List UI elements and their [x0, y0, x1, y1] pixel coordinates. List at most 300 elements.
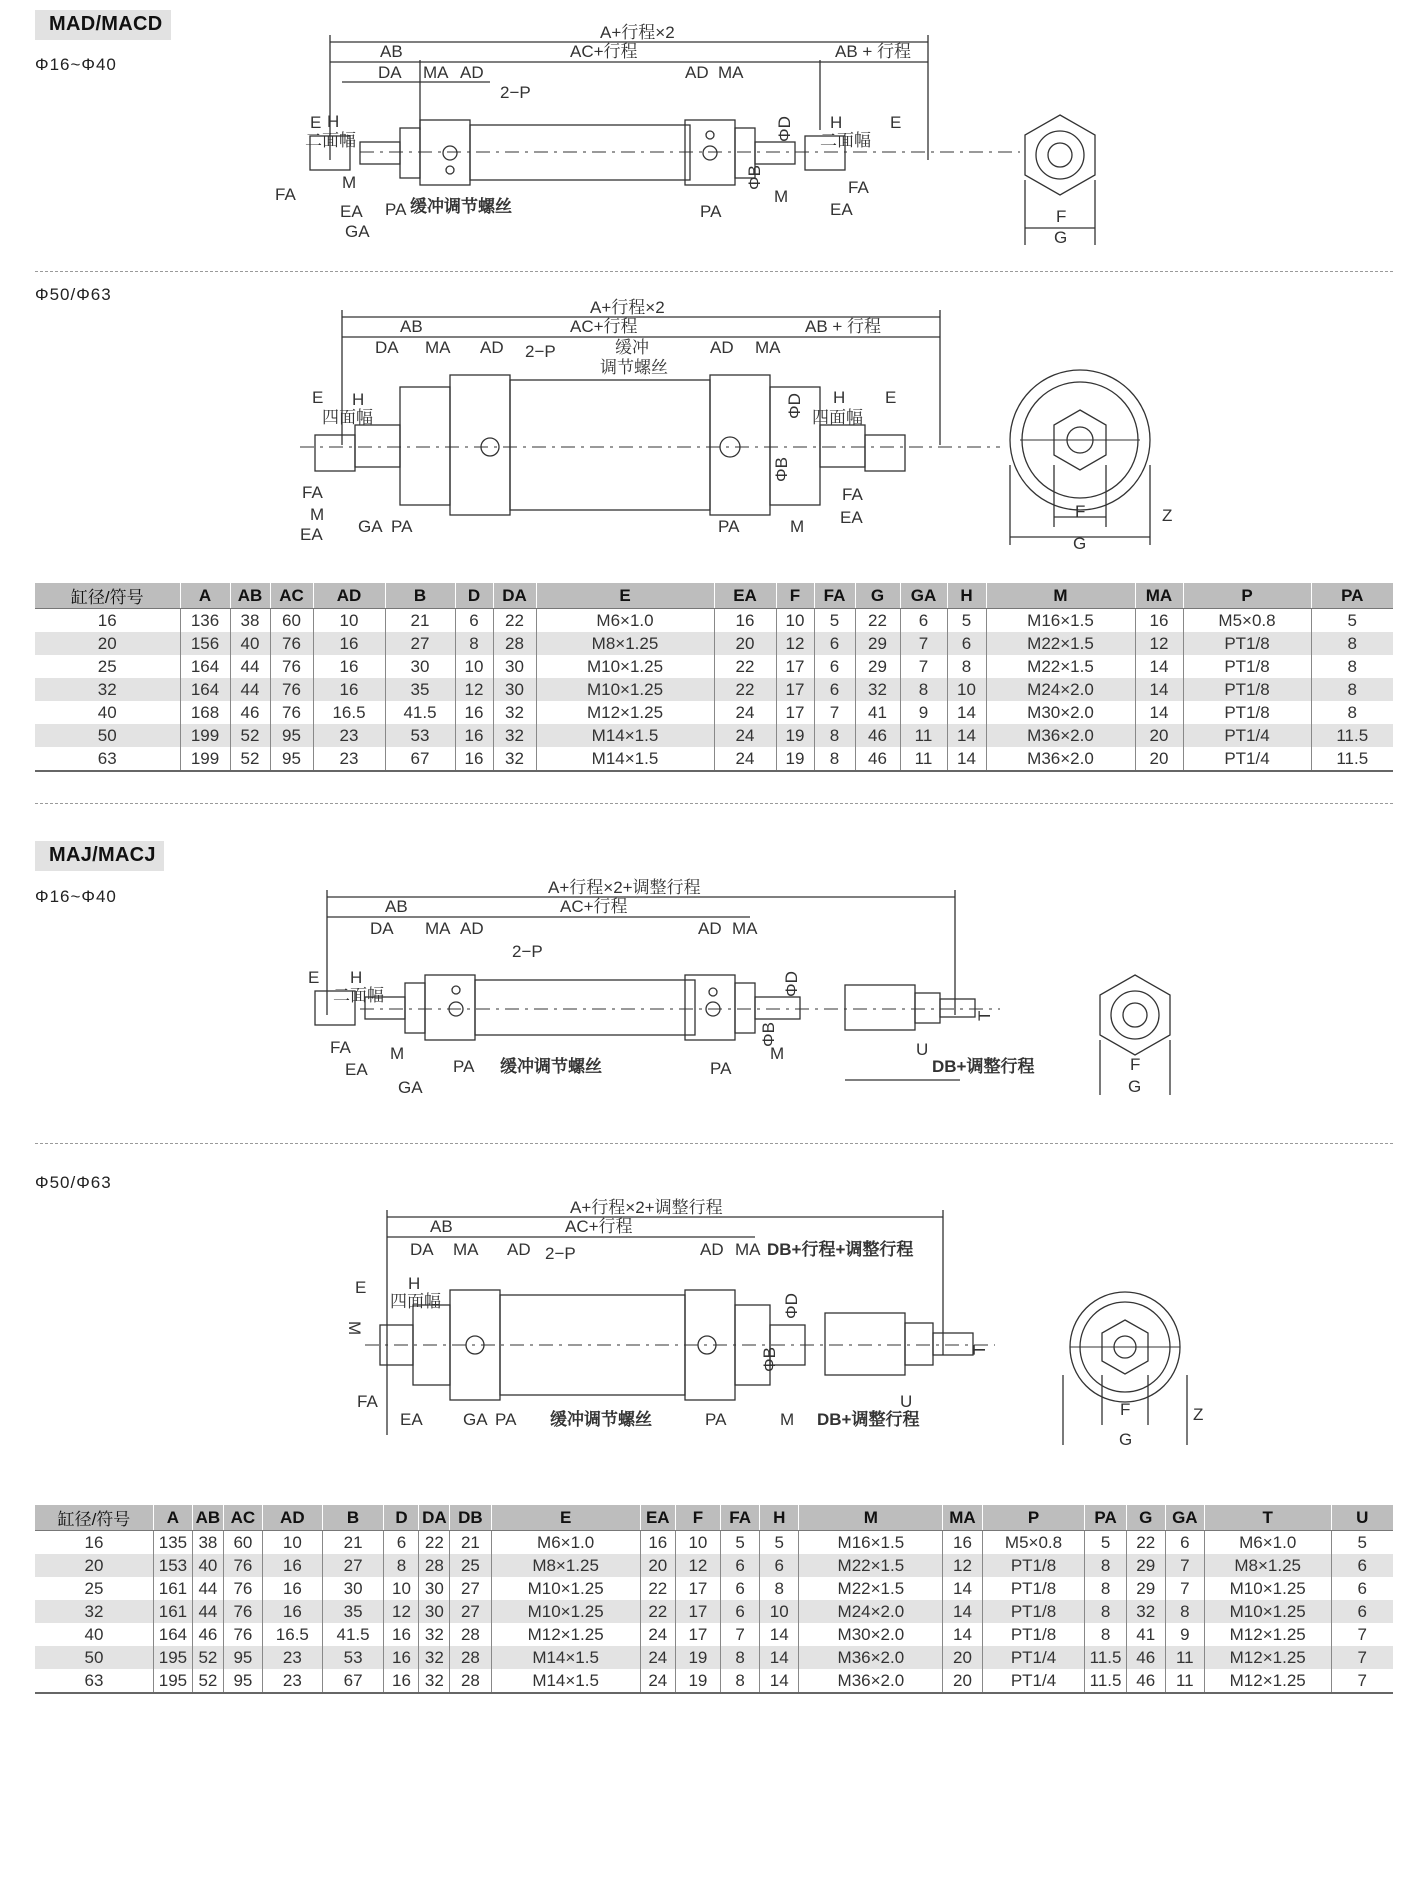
table-cell: 60: [223, 1531, 262, 1555]
table-cell: 14: [943, 1577, 982, 1600]
table-cell: M36×2.0: [986, 747, 1135, 771]
table-cell: M22×1.5: [986, 632, 1135, 655]
table-cell: 52: [193, 1646, 224, 1669]
table-cell: 8: [814, 747, 855, 771]
table-cell: 8: [455, 632, 493, 655]
table-cell: 9: [1165, 1623, 1204, 1646]
label-ga-4: GA: [463, 1410, 488, 1429]
dim-ab-3: AB: [385, 897, 408, 916]
table-cell: 164: [180, 655, 230, 678]
table-cell: 6: [947, 632, 986, 655]
table-cell: M10×1.25: [491, 1600, 640, 1623]
label-cushion: 缓冲调节螺丝: [410, 197, 512, 216]
table-cell: 136: [180, 609, 230, 633]
table-cell: 23: [262, 1646, 322, 1669]
table-cell: M22×1.5: [799, 1577, 943, 1600]
table-row: [35, 1554, 1393, 1577]
label-e-2: E: [312, 388, 324, 407]
table-cell: 24: [714, 701, 776, 724]
table-cell: M8×1.25: [491, 1554, 640, 1577]
dim-j-overall-2: A+行程×2+调整行程: [570, 1198, 723, 1217]
table-cell: M12×1.25: [1204, 1623, 1331, 1646]
table-cell: 76: [270, 678, 313, 701]
table-cell: M5×0.8: [982, 1531, 1085, 1555]
table-cell: 27: [322, 1554, 384, 1577]
column-header: MA: [1135, 583, 1183, 609]
table-cell: 29: [1126, 1554, 1165, 1577]
table-cell: 27: [385, 632, 455, 655]
column-header: EA: [714, 583, 776, 609]
table-cell: 6: [1331, 1577, 1393, 1600]
label-f-3: F: [1130, 1055, 1141, 1074]
label-pa-3r: PA: [710, 1059, 732, 1078]
label-e-2r: E: [885, 388, 897, 407]
table-cell: 28: [450, 1623, 491, 1646]
table-cell: 35: [385, 678, 455, 701]
table-cell: 14: [947, 701, 986, 724]
table-cell: 10: [384, 1577, 419, 1600]
table-cell: 52: [230, 724, 270, 747]
table-cell: M30×2.0: [799, 1623, 943, 1646]
label-ga: GA: [345, 222, 370, 241]
table-cell: 5: [814, 609, 855, 633]
table-row: [35, 609, 1393, 633]
label-e-3: E: [308, 968, 320, 987]
table-cell: 30: [493, 678, 536, 701]
table-cell: 6: [760, 1554, 799, 1577]
table-cell: 53: [385, 724, 455, 747]
table-cell: 161: [153, 1600, 192, 1623]
table-cell: 12: [455, 678, 493, 701]
table-cell: 44: [230, 678, 270, 701]
table-cell: 38: [193, 1531, 224, 1555]
label-h-2r: H: [833, 388, 846, 407]
label-phi-b-4: ΦB: [760, 1347, 779, 1372]
dim-ad-4r: AD: [700, 1240, 724, 1259]
column-header: H: [760, 1505, 799, 1531]
table-cell: 50: [35, 724, 180, 747]
table-cell: 11.5: [1311, 724, 1393, 747]
table-cell: 135: [153, 1531, 192, 1555]
table-cell: 44: [193, 1577, 224, 1600]
table-cell: 46: [230, 701, 270, 724]
label-m-4: M: [345, 1321, 364, 1336]
table-cell: 16.5: [313, 701, 385, 724]
table-cell: PT1/8: [1183, 701, 1311, 724]
table-cell: 25: [84, 1578, 104, 1598]
dim-da-3: DA: [370, 919, 394, 938]
label-four-face: 四面幅: [322, 408, 373, 427]
dim-ma-3: MA: [425, 919, 451, 938]
table-cell: 17: [675, 1577, 720, 1600]
dim-ma-4r: MA: [735, 1240, 761, 1259]
table-cell: 6: [721, 1600, 760, 1623]
label-h-4: H: [408, 1274, 421, 1293]
table-cell: 19: [675, 1669, 720, 1693]
label-phi-d-4: ΦD: [782, 1293, 801, 1319]
table-cell: 25: [450, 1554, 491, 1577]
table-cell: 60: [270, 609, 313, 633]
table-cell: 199: [180, 747, 230, 771]
table-cell: M6×1.0: [536, 609, 714, 633]
column-header: A: [153, 1505, 192, 1531]
label-ea: EA: [340, 202, 363, 221]
table-cell: 8: [721, 1669, 760, 1693]
table-cell: 11: [1165, 1669, 1204, 1693]
table-cell: 17: [675, 1623, 720, 1646]
table-cell: 40: [193, 1554, 224, 1577]
column-header: E: [491, 1505, 640, 1531]
label-f-4: F: [1120, 1400, 1131, 1419]
table-cell: 20: [943, 1669, 982, 1693]
label-m-2: M: [310, 505, 325, 524]
table-cell: 21: [385, 609, 455, 633]
label-e-r: E: [890, 113, 902, 132]
table-cell: 24: [714, 747, 776, 771]
table-cell: 8: [1085, 1577, 1126, 1600]
table-cell: 199: [180, 724, 230, 747]
table-cell: 20: [1135, 724, 1183, 747]
table-cell: PT1/4: [1183, 747, 1311, 771]
table-cell: 8: [384, 1554, 419, 1577]
dim-da-4: DA: [410, 1240, 434, 1259]
table-cell: 14: [1135, 655, 1183, 678]
table-cell: 195: [153, 1669, 192, 1693]
table-cell: 6: [1165, 1531, 1204, 1555]
table-cell: 23: [313, 747, 385, 771]
drawing-mad-large: [300, 295, 1200, 555]
table-cell: 23: [262, 1669, 322, 1693]
bore-range-label-2: Φ50/Φ63: [35, 285, 112, 304]
column-header: A: [180, 583, 230, 609]
column-header: FA: [721, 1505, 760, 1531]
table-cell: 22: [714, 678, 776, 701]
dim-p-4: 2−P: [545, 1244, 576, 1263]
column-header: PA: [1085, 1505, 1126, 1531]
table-cell: PT1/8: [982, 1600, 1085, 1623]
table-cell: 41.5: [385, 701, 455, 724]
column-header: AB: [193, 1505, 224, 1531]
table-cell: 7: [1165, 1554, 1204, 1577]
label-ea-4: EA: [400, 1410, 423, 1429]
label-ea-2: EA: [300, 525, 323, 544]
label-ga-3: GA: [398, 1078, 423, 1097]
table-cell: 50: [35, 1646, 153, 1669]
table-row: [35, 1646, 1393, 1669]
label-fa-4: FA: [357, 1392, 378, 1411]
dim-da-2: DA: [375, 338, 399, 357]
table-cell: 22: [1126, 1531, 1165, 1555]
table-cell: 6: [1331, 1554, 1393, 1577]
table-row: [35, 1669, 1393, 1693]
table-cell: M12×1.25: [491, 1623, 640, 1646]
column-header: FA: [814, 583, 855, 609]
table-cell: 6: [721, 1577, 760, 1600]
table-row: [35, 701, 1393, 724]
section-title-mad: MAD/MACD: [35, 10, 171, 40]
table-cell: 22: [493, 609, 536, 633]
table-cell: 7: [721, 1623, 760, 1646]
label-fa-r: FA: [848, 178, 869, 197]
label-z: Z: [1162, 506, 1173, 525]
label-four-face-r: 四面幅: [812, 408, 863, 427]
table-cell: 30: [385, 655, 455, 678]
dim-ad-2r: AD: [710, 338, 734, 357]
table-cell: 17: [776, 701, 814, 724]
table-cell: PT1/4: [982, 1669, 1085, 1693]
table-cell: M5×0.8: [1183, 609, 1311, 633]
table-cell: 41: [855, 701, 900, 724]
table-cell: 16: [262, 1554, 322, 1577]
table-row: [35, 724, 1393, 747]
label-two-face: 二面幅: [305, 131, 356, 150]
column-header: P: [982, 1505, 1085, 1531]
table-cell: 8: [900, 678, 947, 701]
table-cell: M36×2.0: [986, 724, 1135, 747]
dim-da: DA: [378, 63, 402, 82]
table-cell: 67: [322, 1669, 384, 1693]
table-cell: 32: [35, 1600, 153, 1623]
table-cell: 164: [153, 1623, 192, 1646]
table-cell: 16: [97, 610, 117, 630]
label-phi-d-3: ΦD: [782, 971, 801, 997]
column-header: F: [776, 583, 814, 609]
table-cell: M12×1.25: [1204, 1669, 1331, 1693]
table-cell: PT1/8: [1183, 678, 1311, 701]
table-cell: M14×1.5: [536, 724, 714, 747]
table-cell: 17: [776, 655, 814, 678]
table-cell: PT1/8: [982, 1577, 1085, 1600]
table-cell: 17: [776, 678, 814, 701]
label-fa: FA: [275, 185, 296, 204]
column-header: G: [1126, 1505, 1165, 1531]
table-cell: 21: [450, 1531, 491, 1555]
table-cell: 30: [322, 1577, 384, 1600]
table-cell: 16: [313, 632, 385, 655]
table-cell: 27: [450, 1600, 491, 1623]
label-pa-4: PA: [495, 1410, 517, 1429]
dim-ac-3: AC+行程: [560, 897, 628, 916]
table-cell: 10: [455, 655, 493, 678]
table-cell: 67: [385, 747, 455, 771]
table-cell: 20: [640, 1554, 675, 1577]
label-m: M: [342, 173, 357, 192]
table-cell: 8: [947, 655, 986, 678]
dim-p: 2−P: [500, 83, 531, 102]
table-cell: 14: [760, 1646, 799, 1669]
label-two-face-3: 二面幅: [333, 986, 384, 1005]
table-cell: 16: [1135, 609, 1183, 633]
column-header: MA: [943, 1505, 982, 1531]
label-h-3: H: [350, 968, 363, 987]
column-header: T: [1204, 1505, 1331, 1531]
table-cell: 32: [493, 724, 536, 747]
table-cell: 168: [180, 701, 230, 724]
table-cell: 32: [419, 1623, 450, 1646]
table-cell: M8×1.25: [536, 632, 714, 655]
drawing-maj-large: [345, 1195, 1205, 1455]
table-cell: 11.5: [1311, 747, 1393, 771]
table-cell: 7: [814, 701, 855, 724]
table-cell: 76: [223, 1600, 262, 1623]
label-pa: PA: [385, 200, 407, 219]
table-cell: 5: [760, 1531, 799, 1555]
label-cushion-a: 缓冲: [615, 338, 649, 357]
table-cell: 11.5: [1085, 1646, 1126, 1669]
table-header-row: [35, 583, 1393, 609]
label-phi-b: ΦB: [745, 165, 764, 190]
table-cell: 32: [35, 678, 180, 701]
dim-ma-2r: MA: [755, 338, 781, 357]
dim-ad-2: AD: [480, 338, 504, 357]
column-header: F: [675, 1505, 720, 1531]
table-cell: M16×1.5: [799, 1531, 943, 1555]
label-h-2: H: [352, 390, 365, 409]
label-phi-b-3: ΦB: [759, 1022, 778, 1047]
table-cell: 16: [455, 701, 493, 724]
table-cell: PT1/8: [1183, 655, 1311, 678]
table-cell: 20: [35, 632, 180, 655]
label-g-4: G: [1119, 1430, 1133, 1449]
label-fa-3: FA: [330, 1038, 351, 1057]
table-cell: 14: [1135, 678, 1183, 701]
table-cell: 19: [776, 747, 814, 771]
table-cell: M30×2.0: [986, 701, 1135, 724]
label-m-2r: M: [790, 517, 805, 536]
column-header: G: [855, 583, 900, 609]
table-cell: M10×1.25: [1204, 1600, 1331, 1623]
column-header: D: [455, 583, 493, 609]
table-cell: PT1/8: [1183, 632, 1311, 655]
label-m-4r: M: [780, 1410, 795, 1429]
table-cell: 16: [313, 655, 385, 678]
label-phi-d: ΦD: [775, 116, 794, 142]
table-cell: M10×1.25: [536, 655, 714, 678]
table-cell: 95: [270, 724, 313, 747]
table-cell: 5: [1311, 609, 1393, 633]
table-cell: M24×2.0: [986, 678, 1135, 701]
column-header: M: [799, 1505, 943, 1531]
spec-table-maj: [35, 1505, 1393, 1694]
table-cell: M14×1.5: [491, 1669, 640, 1693]
table-cell: 95: [223, 1669, 262, 1693]
table-row: [35, 1531, 1393, 1555]
table-header-row: [35, 1505, 1393, 1531]
dim-ad: AD: [460, 63, 484, 82]
table-cell: 76: [223, 1577, 262, 1600]
table-cell: 7: [900, 655, 947, 678]
label-cushion-4: 缓冲调节螺丝: [550, 1410, 652, 1429]
column-header: P: [1183, 583, 1311, 609]
table-cell: 24: [640, 1646, 675, 1669]
table-cell: M6×1.0: [1204, 1531, 1331, 1555]
dim-ab-4: AB: [430, 1217, 453, 1236]
table-cell: 10: [947, 678, 986, 701]
table-cell: 20: [714, 632, 776, 655]
bore-range-label-4: Φ50/Φ63: [35, 1173, 112, 1192]
table-cell: M22×1.5: [986, 655, 1135, 678]
table-cell: 32: [419, 1646, 450, 1669]
column-header: DA: [419, 1505, 450, 1531]
dim-ac-2: AC+行程: [570, 317, 638, 336]
label-e-4: E: [355, 1278, 367, 1297]
table-cell: 8: [1085, 1623, 1126, 1646]
table-cell: 46: [1126, 1669, 1165, 1693]
table-cell: 46: [855, 724, 900, 747]
table-cell: 52: [230, 747, 270, 771]
dim-ad-3r: AD: [698, 919, 722, 938]
label-four-face-4: 四面幅: [390, 1292, 441, 1311]
table-cell: 12: [943, 1554, 982, 1577]
column-header: 缸径/符号: [35, 583, 180, 609]
dim-ab-stroke: AB + 行程: [835, 42, 912, 61]
table-cell: 40: [97, 702, 117, 722]
table-cell: 6: [1331, 1600, 1393, 1623]
table-cell: M10×1.25: [536, 678, 714, 701]
table-cell: 6: [814, 678, 855, 701]
table-cell: 53: [322, 1646, 384, 1669]
table-cell: 16: [384, 1623, 419, 1646]
table-cell: M24×2.0: [799, 1600, 943, 1623]
table-cell: 76: [270, 655, 313, 678]
table-cell: 24: [714, 724, 776, 747]
table-cell: 8: [1311, 632, 1393, 655]
table-cell: 6: [814, 655, 855, 678]
table-cell: 41.5: [322, 1623, 384, 1646]
column-header: H: [947, 583, 986, 609]
table-cell: M36×2.0: [799, 1669, 943, 1693]
divider-3: [35, 1143, 1393, 1144]
label-t-2: T: [970, 1344, 989, 1355]
table-cell: 41: [1126, 1623, 1165, 1646]
label-ea-r: EA: [830, 200, 853, 219]
table-cell: 24: [640, 1623, 675, 1646]
table-cell: 16: [84, 1532, 104, 1552]
table-cell: 17: [675, 1600, 720, 1623]
table-cell: 6: [900, 609, 947, 633]
column-header: B: [322, 1505, 384, 1531]
table-cell: 8: [1311, 655, 1393, 678]
table-cell: 95: [223, 1646, 262, 1669]
table-cell: 10: [313, 609, 385, 633]
label-g-2: G: [1073, 534, 1087, 553]
table-cell: 28: [419, 1554, 450, 1577]
label-ga-2: GA: [358, 517, 383, 536]
table-row: [35, 1577, 1393, 1600]
label-fa-2: FA: [302, 483, 323, 502]
table-cell: 8: [721, 1646, 760, 1669]
table-cell: 9: [900, 701, 947, 724]
table-cell: 5: [1085, 1531, 1126, 1555]
table-cell: 164: [180, 678, 230, 701]
drawing-mad-small: [275, 20, 1150, 250]
table-cell: PT1/8: [982, 1623, 1085, 1646]
table-cell: 20: [943, 1646, 982, 1669]
table-cell: 10: [760, 1600, 799, 1623]
label-two-face-r: 二面幅: [820, 131, 871, 150]
label-u: U: [916, 1040, 929, 1059]
table-cell: M12×1.25: [1204, 1646, 1331, 1669]
table-cell: 6: [721, 1554, 760, 1577]
table-cell: 19: [675, 1646, 720, 1669]
column-header: AC: [270, 583, 313, 609]
table-cell: 46: [855, 747, 900, 771]
table-cell: 23: [313, 724, 385, 747]
table-cell: 14: [943, 1623, 982, 1646]
table-cell: M14×1.5: [536, 747, 714, 771]
table-cell: 46: [193, 1623, 224, 1646]
label-e: E: [310, 113, 322, 132]
